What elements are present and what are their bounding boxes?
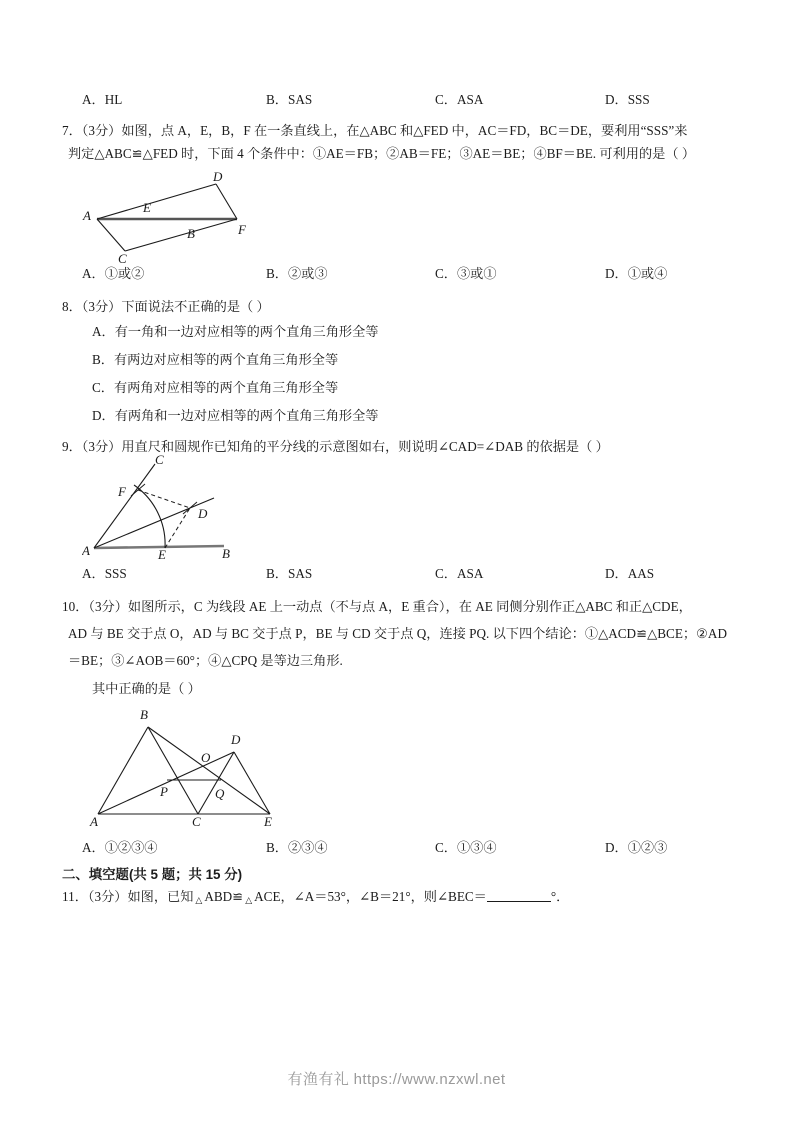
q7-stem-line1: 7．（3分）如图，点 A，E，B，F 在一条直线上，在△ABC 和△FED 中，AC＝FD，BC＝DE，要利用“SSS”来: [62, 123, 688, 138]
q7-label-e: E: [143, 200, 151, 215]
q10-stem-line3: ＝BE；③∠AOB＝60°；④△CPQ 是等边三角形.: [68, 653, 343, 668]
q10-stem-line2: AD 与 BE 交于点 O，AD 与 BC 交于点 P，BE 与 CD 交于点 Q，连接 PQ. 以下四个结论：①△ACD≌△BCE；②AD: [68, 626, 727, 641]
q10-label-b: B: [140, 707, 148, 722]
q11-stem: [62, 886, 730, 911]
q6-option-c: C．ASA: [435, 92, 484, 107]
q7-option-a: A．①或②: [82, 266, 145, 281]
q8-option-a: A．有一角和一边对应相等的两个直角三角形全等: [92, 324, 379, 339]
q7-label-b: B: [187, 226, 195, 241]
q10-label-p: P: [160, 784, 168, 799]
q11-text-part3: ACE，∠A＝53°，∠B＝21°，则∠BEC＝: [254, 889, 487, 904]
q10-option-a: A．①②③④: [82, 840, 158, 855]
q9-option-d: D．AAS: [605, 566, 655, 581]
q10-label-e: E: [264, 814, 272, 827]
q11-text-part1: 11．（3分）如图，已知: [62, 889, 194, 904]
q7-label-a: A: [83, 208, 91, 223]
q9-label-e: E: [158, 547, 166, 560]
q11-triangle-symbol-2: △: [245, 895, 253, 905]
q9-label-f: F: [118, 484, 126, 499]
q8-option-c: C．有两角对应相等的两个直角三角形全等: [92, 380, 339, 395]
q10-stem-line1: 10．（3分）如图所示，C 为线段 AE 上一动点（不与点 A，E 重合），在 AE 同侧分别作正△ABC 和正△CDE，: [62, 599, 692, 614]
q9-label-c: C: [155, 452, 164, 467]
q9-label-b: B: [222, 546, 230, 560]
q9-option-a: A．SSS: [82, 566, 127, 581]
q8-stem: 8．（3分）下面说法不正确的是（ ）: [62, 299, 270, 314]
q11-text-part4: °．: [550, 889, 570, 904]
q8-option-b: B．有两边对应相等的两个直角三角形全等: [92, 352, 339, 367]
q10-label-c: C: [192, 814, 201, 827]
q7-option-d: D．①或④: [605, 266, 668, 281]
q9-stem: 9．（3分）用直尺和圆规作已知角的平分线的示意图如右，则说明∠CAD=∠DAB 的依据是（ ）: [62, 439, 609, 454]
q9-option-c: C．ASA: [435, 566, 484, 581]
q7-option-c: C．③或①: [435, 266, 497, 281]
q10-option-b: B．②③④: [266, 840, 328, 855]
q9-figure: [82, 452, 252, 560]
q7-stem-line2: 判定△ABC≌△FED 时，下面 4 个条件中：①AE＝FB；②AB＝FE；③AE＝BE；④BF＝BE. 可利用的是（ ）: [68, 146, 696, 161]
q7-figure: [80, 168, 270, 264]
q10-label-q: Q: [215, 786, 225, 801]
q6-option-b: B．SAS: [266, 92, 313, 107]
q9-label-d: D: [198, 506, 208, 521]
q10-label-d: D: [231, 732, 241, 747]
q6-option-a: A．HL: [82, 92, 123, 107]
q7-option-b: B．②或③: [266, 266, 328, 281]
q7-label-f: F: [238, 222, 246, 237]
q11-triangle-symbol-1: △: [195, 895, 203, 905]
q7-label-c: C: [118, 251, 127, 264]
q6-option-d: D．SSS: [605, 92, 650, 107]
q10-label-a: A: [90, 814, 98, 827]
q10-label-o: O: [201, 750, 211, 765]
q8-option-d: D．有两角和一边对应相等的两个直角三角形全等: [92, 408, 379, 423]
q10-stem-line4: 其中正确的是（ ）: [92, 681, 201, 696]
q7-label-d: D: [213, 169, 223, 184]
q9-option-b: B．SAS: [266, 566, 313, 581]
q10-figure: [88, 702, 288, 827]
q9-label-a: A: [82, 543, 90, 558]
q10-option-c: C．①③④: [435, 840, 497, 855]
q11-text-part2: ABD≌: [204, 889, 244, 904]
section-2-heading: 二、填空题(共 5 题；共 15 分): [62, 867, 243, 882]
footer-watermark: 有渔有礼 https://www.nzxwl.net: [287, 1071, 506, 1088]
q11-answer-blank[interactable]: [487, 889, 551, 902]
q10-option-d: D．①②③: [605, 840, 668, 855]
